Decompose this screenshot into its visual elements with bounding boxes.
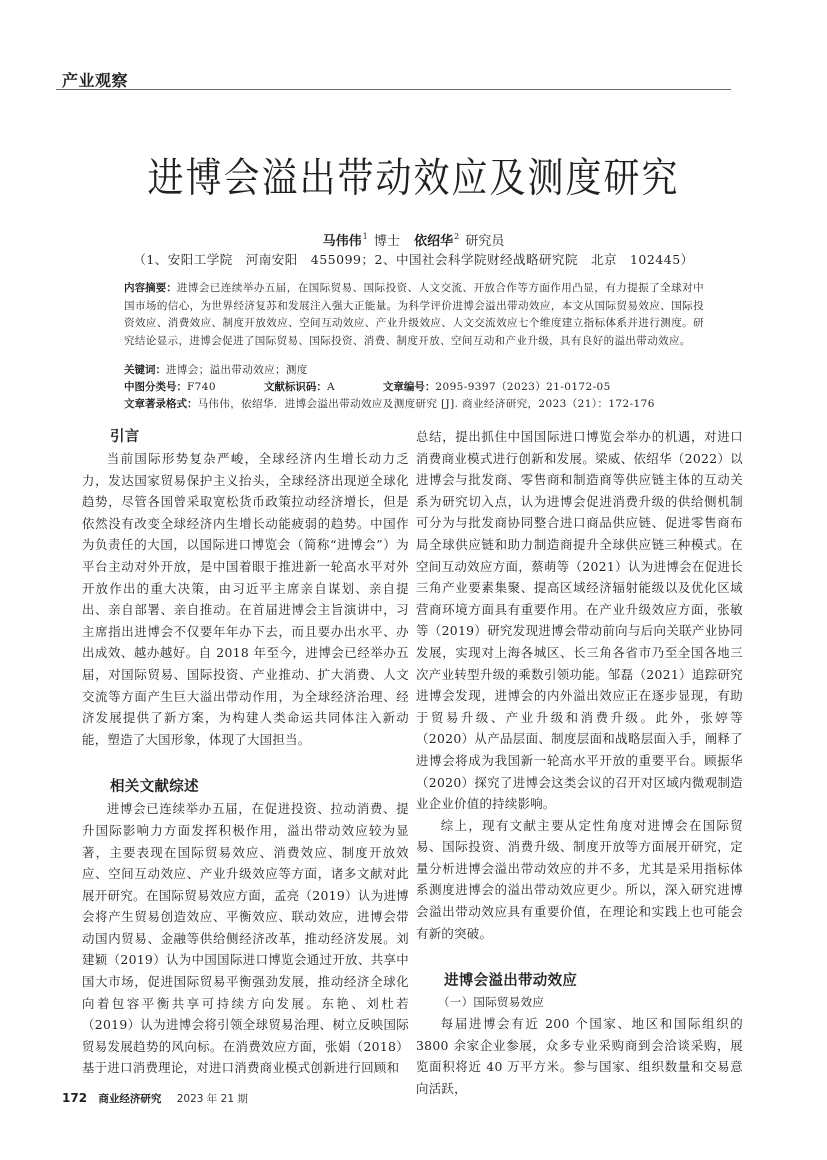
- clc-label: 中图分类号：: [124, 381, 187, 393]
- affiliations: （1、安阳工学院 河南安阳 455099；2、中国社会科学院财经战略研究院 北京 102445）: [133, 252, 694, 267]
- author-affil-mark: 1: [362, 232, 368, 241]
- journal-issue: 2023 年 21 期: [176, 1093, 248, 1105]
- citation-label: 文章著录格式：: [124, 398, 198, 410]
- column-right: [416, 426, 743, 1100]
- review-paragraph-continued: 总结，提出抓住中国国际进口博览会举办的机遇，对进口消费商业模式进行创新和发展。梁威、依绍华（2022）以进博会与批发商、零售商和制造商等供应链主体的互动关系为研究切入点，认为进博会促进消费升级的供给侧机制可分为与批发商协同整合进口商品供应链、促进零售商布局全球供应链和助力制造商提升全球供应链三种模式。在空间互动效应方面，蔡萌等（2021）认为进博会在促进长三角产业要素集聚、提高区域经济辐射能级以及优化区域营商环境方面具有重要作用。在产业升级效应方面，张敏等（2019）研究发现进博会带动前向与后向关联产业协同发展，实现对上海各城区、长三角各省市乃至全国各地三次产业转型升级的乘数引领功能。邹磊（2021）追踪研究进博会发现，进博会的内外溢出效应正在逐步显现，有助于贸易升级、产业升级和消费升级。此外，张婷等（2020）从产品层面、制度层面和战略层面入手，阐释了进博会将成为我国新一轮高水平开放的重要平台。顾振华（2020）探究了进博会这类会议的召开对区域内微观制造业企业价值的持续影响。: [416, 429, 743, 812]
- article-title: 进博会溢出带动效应及测度研究: [147, 155, 680, 202]
- citation-text: 马伟伟，依绍华．进博会溢出带动效应及测度研究 [J]. 商业经济研究，2023（21）：172-176: [197, 398, 655, 410]
- page-number: 172: [62, 1091, 88, 1105]
- effect-paragraph: 每届进博会有近 200 个国家、地区和国际组织的 3800 余家企业参展，众多专业采购商到会洽谈采购，展览面积将近 40 万平方米。参与国家、组织数量和交易意向活跃，: [416, 1016, 743, 1097]
- review-summary-paragraph: 综上，现有文献主要从定性角度对进博会在国际贸易、国际投资、消费升级、制度开放等方面展开研究，定量分析进博会溢出带动效应的并不多，尤其是采用指标体系测度进博会的溢出带动效应更少。所以，深入研究进博会溢出带动效应具有重要价值，在理论和实践上也可能会有新的突破。: [416, 817, 743, 941]
- author-affil-mark: 2: [454, 232, 460, 241]
- review-heading: 相关文献综述: [110, 779, 199, 796]
- keywords-label: 关键词：: [124, 364, 166, 376]
- header-rule: [56, 89, 731, 90]
- keywords: [124, 362, 704, 380]
- author-name: 马伟伟: [322, 234, 362, 249]
- abstract-label: 内容摘要：: [124, 282, 177, 294]
- effect-heading: 进博会溢出带动效应: [444, 973, 578, 990]
- author-role: 研究员: [465, 234, 505, 249]
- author-name: 依绍华: [414, 234, 454, 249]
- abstract: [124, 280, 704, 350]
- effect-subheading: （一）国际贸易效应: [438, 995, 545, 1010]
- author-role: 博士: [373, 234, 400, 249]
- intro-paragraph: 当前国际形势复杂严峻，全球经济内生增长动力乏力，发达国家贸易保护主义抬头，全球经济出现逆全球化趋势，尽管各国曾采取宽松货币政策拉动经济增长，但是依然没有改变全球经济内生增长动能疲弱的趋势。中国作为负责任的大国，以国际进口博览会（简称“进博会”）为平台主动对外开放，是中国着眼于推进新一轮高水平对外开放作出的重大决策，由习近平主席亲自谋划、亲自提出、亲自部署、亲自推动。在首届进博会主旨演讲中，习主席指出进博会不仅要年年办下去，而且要办出水平、办出成效、越办越好。自 2018 年至今，进博会已经举办五届，对国际贸易、国际投资、产业推动、扩大消费、人文交流等方面产生巨大溢出带动作用，为全球经济治理、经济发展提供了新方案，为构建人类命运共同体注入新动能，塑造了大国形象，体现了大国担当。: [82, 451, 409, 747]
- author-line: [0, 230, 827, 249]
- abstract-text: 进博会已连续举办五届，在国际贸易、国际投资、人文交流、开放合作等方面作用凸显，有力提振了全球对中国市场的信心，为世界经济复苏和发展注入强大正能量。为科学评价进博会溢出带动效应，本文从国际贸易效应、国际投资效应、消费效应、制度开放效应、空间互动效应、产业升级效应、人文交流效应七个维度建立指标体系并进行测度。研究结论显示，进博会促进了国际贸易、国际投资、消费、制度开放、空间互动和产业升级，具有良好的溢出带动效应。: [124, 282, 705, 347]
- column-left: [82, 426, 409, 1079]
- clc-value: F740: [187, 381, 216, 393]
- citation: [124, 396, 704, 414]
- article-no-label: 文章编号：: [382, 381, 436, 393]
- section-tag: 产业观察: [62, 71, 129, 90]
- keywords-text: 进博会；溢出带动效应；测度: [166, 364, 308, 376]
- classification-line: [124, 379, 704, 397]
- doc-code-value: A: [326, 381, 335, 393]
- doc-code-label: 文献标识码：: [263, 381, 327, 393]
- article-no-value: 2095-9397（2023）21-0172-05: [435, 381, 611, 393]
- review-paragraph: 进博会已连续举办五届，在促进投资、拉动消费、提升国际影响力方面发挥积极作用，溢出带动效应较为显著，主要表现在国际贸易效应、消费效应、制度开放效应、空间互动效应、产业升级效应等方面，诸多文献对此展开研究。在国际贸易效应方面，孟亮（2019）认为进博会将产生贸易创造效应、平衡效应、联动效应，进博会带动国内贸易、金融等供给侧经济改革，推动经济发展。刘建颖（2019）认为中国国际进口博览会通过开放、共享中国大市场，促进国际贸易平衡强劲发展，推动经济全球化向着包容平衡共享可持续方向发展。东艳、刘杜若（2019）认为进博会将引领全球贸易治理、树立反映国际贸易发展趋势的风向标。在消费效应方面，张娟（2018）基于进口消费理论，对进口消费商业模式创新进行回顾和: [82, 801, 409, 1076]
- journal-name: 商业经济研究: [98, 1093, 162, 1105]
- intro-heading: 引言: [110, 429, 140, 445]
- page-footer: [62, 1091, 248, 1106]
